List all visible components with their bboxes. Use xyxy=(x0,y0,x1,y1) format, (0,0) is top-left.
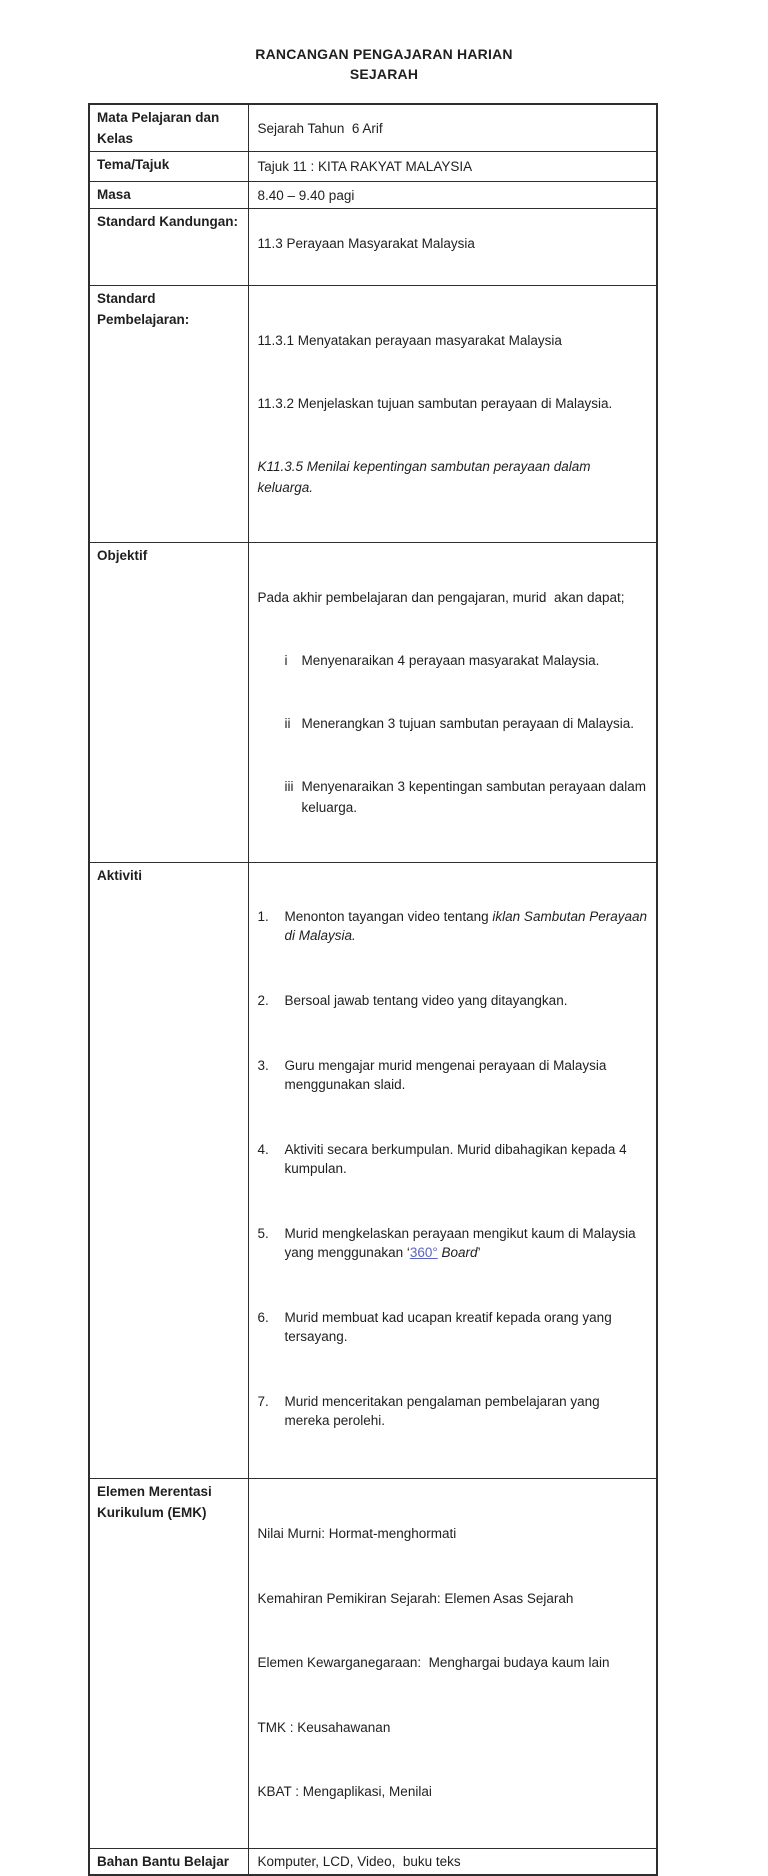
text-normal: Aktiviti secara berkumpulan. Murid dibahagikan kepada 4 kumpulan. xyxy=(284,1142,631,1176)
row-objektif xyxy=(89,543,657,863)
row-value-standard-pembelajaran xyxy=(248,286,657,543)
row-label-emk: Elemen Merentasi Kurikulum (EMK) xyxy=(89,1479,248,1849)
row-masa xyxy=(89,182,657,209)
emk-line-5: KBAT : Mengaplikasi, Menilai xyxy=(257,1784,432,1799)
row-label-masa: Masa xyxy=(89,182,248,209)
objektif-item-3 xyxy=(258,776,649,818)
text-normal: Murid mengkelaskan perayaan mengikut kaum di Malaysia yang menggunakan ‘ xyxy=(284,1226,640,1260)
roman-numeral: i xyxy=(284,653,288,668)
row-label-objektif: Objektif xyxy=(89,543,248,863)
row-value-bahan-bantu: Komputer, LCD, Video, buku teks xyxy=(248,1848,657,1875)
aktiviti-item-1 xyxy=(258,907,649,945)
emk-line-1: Nilai Murni: Hormat-menghormati xyxy=(257,1526,457,1541)
emk-line-3: Elemen Kewarganegaraan: Menghargai budaya kaum lain xyxy=(257,1655,610,1670)
roman-numeral: iii xyxy=(284,779,294,794)
row-standard-kandungan xyxy=(89,209,657,286)
row-label-mata-pelajaran: Mata Pelajaran dan Kelas xyxy=(89,104,248,152)
list-number: 2. xyxy=(257,993,269,1008)
text-normal: ’ xyxy=(477,1245,481,1260)
row-standard-pembelajaran xyxy=(89,286,657,543)
emk-line-2: Kemahiran Pemikiran Sejarah: Elemen Asas Sejarah xyxy=(257,1590,574,1606)
roman-numeral: ii xyxy=(284,716,291,731)
row-value-tema-tajuk: Tajuk 11 : KITA RAKYAT MALAYSIA xyxy=(248,152,657,182)
objektif-item-text: Menerangkan 3 tujuan sambutan perayaan di Malaysia. xyxy=(301,716,634,731)
objektif-intro: Pada akhir pembelajaran dan pengajaran, murid akan dapat; xyxy=(257,590,625,605)
row-value-masa: 8.40 – 9.40 pagi xyxy=(248,182,657,209)
row-value-objektif xyxy=(248,543,657,863)
title-line-2: SEJARAH xyxy=(349,66,419,82)
list-number: 4. xyxy=(257,1142,269,1157)
row-value-aktiviti xyxy=(248,863,657,1479)
text-italic: Board xyxy=(437,1245,478,1260)
text-italic: iklan Sambutan Perayaan di Malaysia. xyxy=(284,909,651,943)
row-label-standard-pembelajaran: Standard Pembelajaran: xyxy=(89,286,248,543)
aktiviti-item-text xyxy=(285,991,649,1010)
document-title xyxy=(0,44,768,84)
aktiviti-item-text xyxy=(285,1056,649,1094)
aktiviti-item-2 xyxy=(258,991,649,1010)
row-label-tema-tajuk: Tema/Tajuk xyxy=(89,152,248,182)
aktiviti-item-text xyxy=(285,1224,649,1262)
aktiviti-item-6 xyxy=(258,1308,649,1346)
row-label-standard-kandungan: Standard Kandungan: xyxy=(89,209,248,286)
aktiviti-item-text xyxy=(285,907,649,945)
360-board-link[interactable]: 360° xyxy=(409,1245,438,1260)
list-number: 6. xyxy=(257,1310,269,1325)
aktiviti-item-text xyxy=(285,1392,649,1430)
aktiviti-item-text xyxy=(285,1140,649,1178)
aktiviti-item-3 xyxy=(258,1056,649,1094)
list-number: 1. xyxy=(257,909,269,924)
row-aktiviti xyxy=(89,863,657,1479)
row-label-aktiviti: Aktiviti xyxy=(89,863,248,1479)
objektif-item-1 xyxy=(258,650,649,671)
emk-line-4: TMK : Keusahawanan xyxy=(257,1719,391,1735)
aktiviti-item-7 xyxy=(258,1392,649,1430)
text-normal: Murid menceritakan pengalaman pembelajaran yang mereka perolehi. xyxy=(284,1394,604,1428)
aktiviti-item-4 xyxy=(258,1140,649,1178)
text-normal: Murid membuat kad ucapan kreatif kepada orang yang tersayang. xyxy=(284,1310,616,1344)
objektif-item-text: Menyenaraikan 4 perayaan masyarakat Malaysia. xyxy=(301,653,600,668)
row-emk xyxy=(89,1479,657,1849)
row-value-standard-kandungan: 11.3 Perayaan Masyarakat Malaysia xyxy=(248,209,657,286)
row-tema-tajuk xyxy=(89,152,657,182)
list-number: 5. xyxy=(257,1226,269,1241)
list-number: 3. xyxy=(257,1058,269,1073)
row-label-bahan-bantu: Bahan Bantu Belajar xyxy=(89,1848,248,1875)
title-line-1: RANCANGAN PENGAJARAN HARIAN xyxy=(255,46,513,62)
standard-pembelajaran-line-2: 11.3.2 Menjelaskan tujuan sambutan perayaan di Malaysia. xyxy=(257,396,613,411)
objektif-item-2 xyxy=(258,713,649,734)
row-value-emk xyxy=(248,1479,657,1849)
row-bahan-bantu xyxy=(89,1848,657,1875)
lesson-plan-table xyxy=(88,103,658,1876)
standard-pembelajaran-line-3: K11.3.5 Menilai kepentingan sambutan perayaan dalam keluarga. xyxy=(257,459,595,495)
row-mata-pelajaran xyxy=(89,104,657,152)
list-number: 7. xyxy=(257,1394,269,1409)
objektif-item-text: Menyenaraikan 3 kepentingan sambutan perayaan dalam keluarga. xyxy=(301,779,650,815)
aktiviti-item-text xyxy=(285,1308,649,1346)
text-normal: Menonton tayangan video tentang xyxy=(284,909,493,924)
text-normal: Guru mengajar murid mengenai perayaan di Malaysia menggunakan slaid. xyxy=(284,1058,611,1092)
text-normal: Bersoal jawab tentang video yang ditayangkan. xyxy=(284,993,568,1008)
aktiviti-item-5 xyxy=(258,1224,649,1262)
standard-pembelajaran-line-1: 11.3.1 Menyatakan perayaan masyarakat Malaysia xyxy=(257,333,562,348)
row-value-mata-pelajaran: Sejarah Tahun 6 Arif xyxy=(248,104,657,152)
